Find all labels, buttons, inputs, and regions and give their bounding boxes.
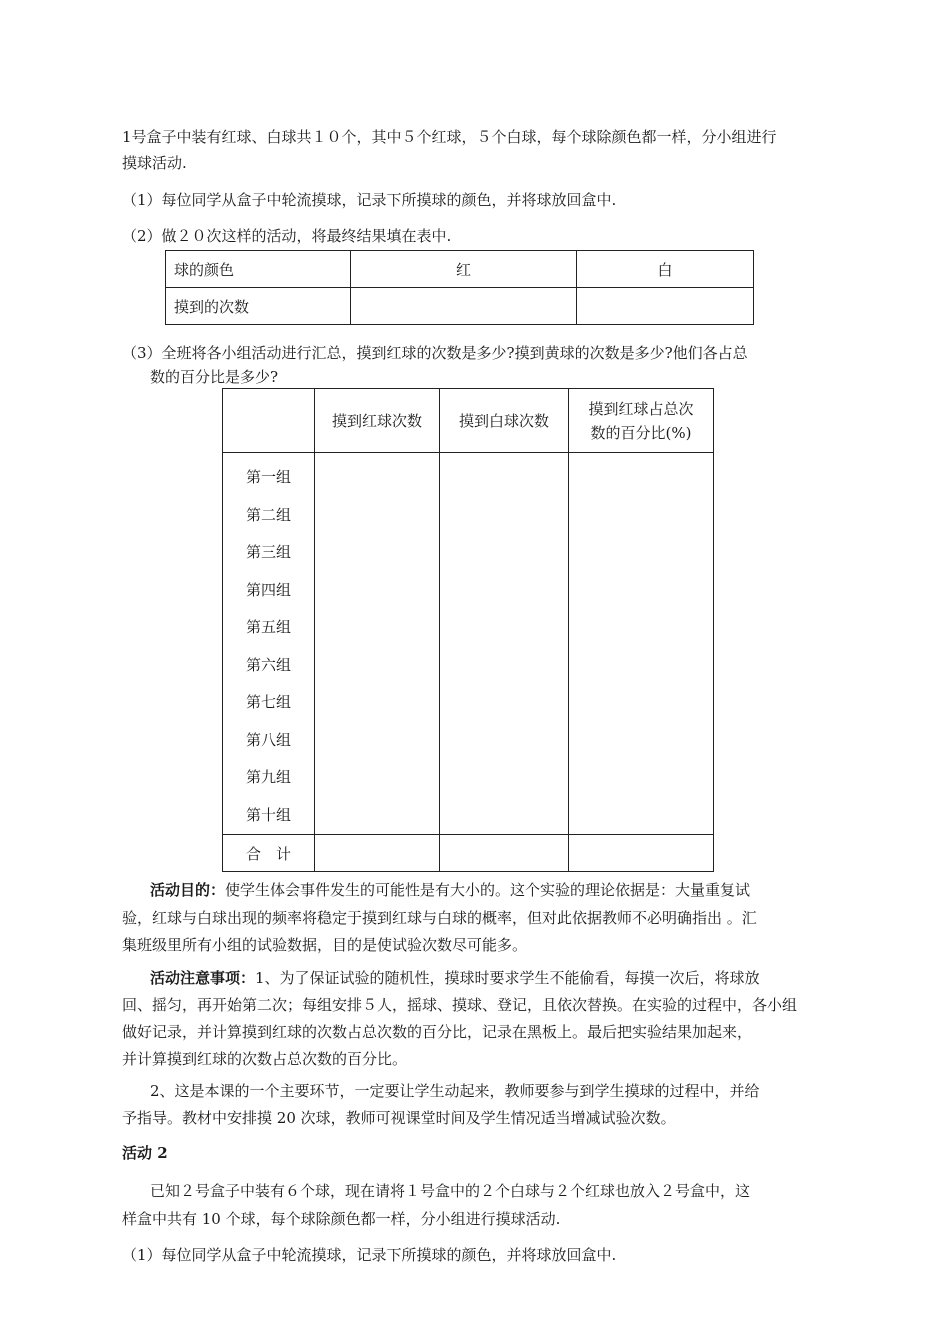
group-label: 第八组: [245, 730, 291, 749]
notes-label: 活动注意事项：: [150, 969, 256, 987]
red-header: 红: [351, 251, 577, 288]
group-label: 第五组: [245, 618, 291, 636]
table-row: [223, 835, 714, 872]
purpose-line-1: [150, 880, 750, 900]
table-row: [223, 389, 714, 453]
red-percent-header-line-2: 数的百分比(%): [590, 423, 692, 442]
white-times-header: 摸到白球次数: [440, 389, 569, 453]
table-row: [166, 288, 754, 325]
activity-2-title: 活动 2: [122, 1144, 168, 1162]
white-total-cell[interactable]: [440, 835, 569, 872]
red-percent-header: [569, 389, 714, 453]
step-2: （2）做２０次这样的活动，将最终结果填在表中.: [122, 227, 452, 245]
white-header: 白: [577, 251, 754, 288]
activity-2-line-2: 样盒中共有 10 个球，每个球除颜色都一样，分小组进行摸球活动.: [122, 1210, 561, 1228]
group-label: 第六组: [245, 655, 291, 674]
intro-line-1: 1号盒子中装有红球、白球共１０个，其中５个红球，５个白球，每个球除颜色都一样，分小组进行: [122, 128, 777, 146]
group-label: 第四组: [245, 580, 291, 599]
red-percent-column[interactable]: [569, 453, 714, 835]
activity-2-step-1: （1）每位同学从盒子中轮流摸球，记录下所摸球的颜色，并将球放回盒中.: [122, 1246, 617, 1264]
notes-line-2: 回、摇匀，再开始第二次；每组安排５人，摇球、摸球、登记，且依次替换。在实验的过程中，各小组: [122, 996, 798, 1014]
group-list: [223, 453, 315, 835]
table-row: [223, 453, 714, 835]
total-label: 合 计: [223, 835, 315, 872]
white-times-column[interactable]: [440, 453, 569, 835]
intro-line-2: 摸球活动.: [122, 154, 187, 172]
red-percent-header-line-1: 摸到红球占总次: [588, 399, 694, 418]
notes-text-1: 1、为了保证试验的随机性，摸球时要求学生不能偷看，每摸一次后，将球放: [255, 969, 760, 987]
step-3-line-2: 数的百分比是多少?: [150, 368, 279, 386]
red-times-header: 摸到红球次数: [315, 389, 440, 453]
step-1: （1）每位同学从盒子中轮流摸球，记录下所摸球的颜色，并将球放回盒中.: [122, 191, 617, 209]
color-count-table: [165, 250, 754, 325]
group-label: 第二组: [245, 505, 291, 524]
group-label: 第三组: [245, 543, 291, 561]
purpose-line-3: 集班级里所有小组的试验数据，目的是使试验次数尽可能多。: [122, 936, 528, 954]
notes-line-1: [150, 968, 760, 988]
red-count-cell[interactable]: [351, 288, 577, 325]
corner-cell: [223, 389, 315, 453]
notes-line-4: 并计算摸到红球的次数占总次数的百分比。: [122, 1050, 408, 1068]
percent-total-cell[interactable]: [569, 835, 714, 872]
class-summary-table: [222, 388, 714, 872]
group-label: 第十组: [245, 805, 291, 824]
white-count-cell[interactable]: [577, 288, 754, 325]
activity-2-line-1: 已知２号盒子中装有６个球，现在请将１号盒中的２个白球与２个红球也放入２号盒中，这: [150, 1182, 751, 1200]
group-label: 第九组: [245, 768, 291, 786]
group-label: 第七组: [245, 693, 291, 711]
notes-line-3: 做好记录，并计算摸到红球的次数占总次数的百分比，记录在黑板上。最后把实验结果加起来，: [122, 1023, 753, 1041]
red-total-cell[interactable]: [315, 835, 440, 872]
note2-line-2: 予指导。教材中安排摸 20 次球，教师可视课堂时间及学生情况适当增减试验次数。: [122, 1109, 676, 1127]
table-row: [166, 251, 754, 288]
group-label: 第一组: [245, 468, 291, 486]
step-3-line-1: （3）全班将各小组活动进行汇总，摸到红球的次数是多少?摸到黄球的次数是多少?他们各占总: [122, 344, 748, 362]
color-header: 球的颜色: [166, 251, 351, 288]
count-row-label: 摸到的次数: [166, 288, 351, 325]
purpose-text-1: 使学生体会事件发生的可能性是有大小的。这个实验的理论依据是：大量重复试: [225, 881, 751, 899]
purpose-label: 活动目的：: [150, 881, 226, 899]
red-times-column[interactable]: [315, 453, 440, 835]
note2-line-1: 2、这是本课的一个主要环节，一定要让学生动起来，教师要参与到学生摸球的过程中，并给: [150, 1082, 760, 1100]
purpose-line-2: 验，红球与白球出现的频率将稳定于摸到红球与白球的概率，但对此依据教师不必明确指出 。汇: [122, 909, 757, 927]
